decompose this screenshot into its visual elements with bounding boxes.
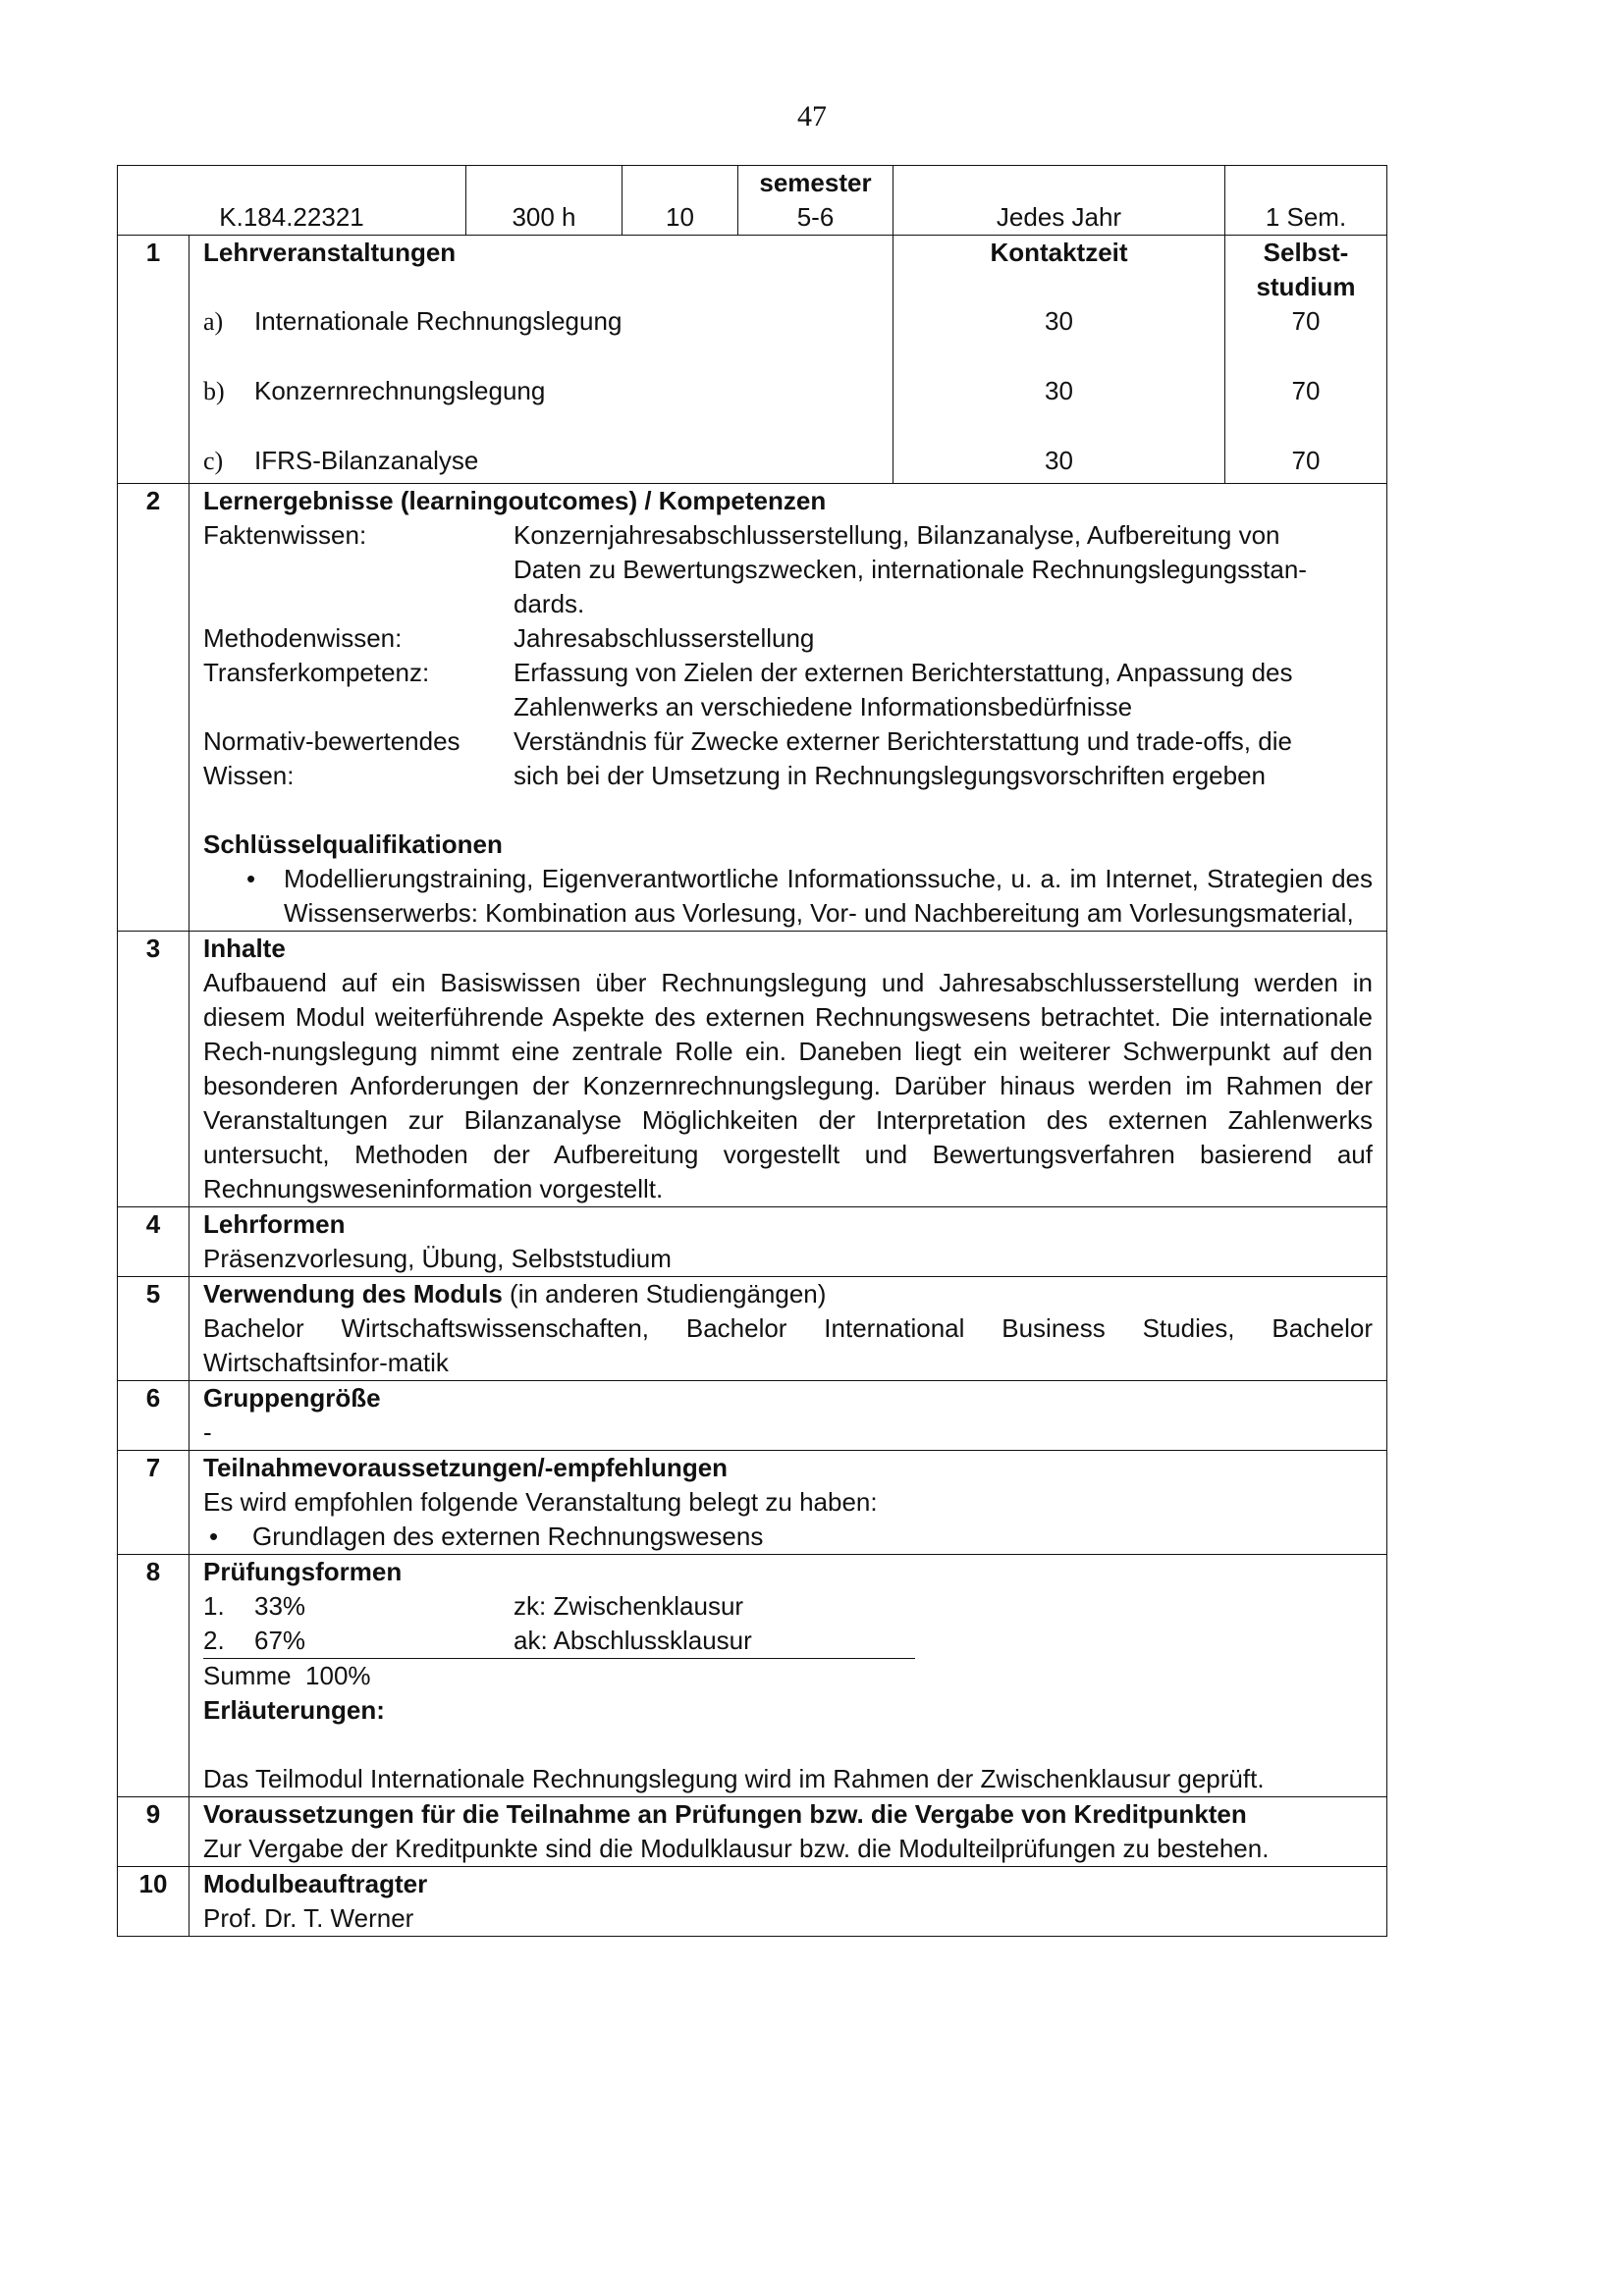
- section-6-row: [118, 1381, 1387, 1451]
- self-study-cell: [1225, 236, 1387, 484]
- module-usage-cell: [189, 1277, 1387, 1381]
- section-title: Lehrformen: [203, 1209, 346, 1239]
- competence-text: [514, 724, 1373, 793]
- competence-line: Zahlenwerks an verschiedene Informationsbedürfnisse: [514, 692, 1133, 721]
- exam-requirements-cell: [189, 1797, 1387, 1867]
- course-item: [203, 304, 622, 339]
- section-number: 9: [118, 1797, 189, 1867]
- section-title: Lernergebnisse (learningoutcomes) / Kompetenzen: [203, 486, 827, 515]
- semester-cell: [738, 166, 893, 236]
- module-coordinator-name: Prof. Dr. T. Werner: [203, 1903, 414, 1933]
- section-title: Lehrveranstaltungen: [203, 238, 457, 267]
- competence-line: sich bei der Umsetzung in Rechnungslegungsvorschriften ergeben: [514, 761, 1266, 790]
- module-table: [117, 165, 1387, 1937]
- section-number: 2: [118, 484, 189, 932]
- competence-text: [514, 518, 1373, 621]
- module-code-cell: [118, 166, 466, 236]
- exam-number: 1.: [203, 1591, 225, 1621]
- contents-cell: [189, 932, 1387, 1207]
- section-4-row: [118, 1207, 1387, 1277]
- group-size-cell: [189, 1381, 1387, 1451]
- exam-description: zk: Zwischenklausur: [514, 1591, 744, 1621]
- frequency-cell: [893, 166, 1225, 236]
- semester-value: 5-6: [796, 202, 835, 232]
- contact-time-value: 30: [1045, 306, 1073, 336]
- section-title: Voraussetzungen für die Teilnahme an Prüfungen bzw. die Vergabe von Kreditpunkten: [203, 1799, 1247, 1829]
- self-study-value: 70: [1291, 376, 1321, 405]
- contact-time-cell: [893, 236, 1225, 484]
- competence-text: [514, 656, 1373, 724]
- section-number: 1: [118, 236, 189, 484]
- exam-percent: 67%: [254, 1626, 306, 1655]
- section-number: 10: [118, 1867, 189, 1937]
- section-number: 3: [118, 932, 189, 1207]
- section-3-row: [118, 932, 1387, 1207]
- section-10-row: [118, 1867, 1387, 1937]
- competence-label: Normativ-bewertendes Wissen:: [203, 726, 460, 790]
- competence-line: Verständnis für Zwecke externer Berichterstattung und trade-offs, die: [514, 726, 1292, 756]
- section-title: Modulbeauftragter: [203, 1869, 428, 1898]
- exam-forms-cell: [189, 1555, 1387, 1797]
- teaching-forms-text: Präsenzvorlesung, Übung, Selbststudium: [203, 1244, 672, 1273]
- course-name: IFRS-Bilanzanalyse: [254, 446, 479, 475]
- section-number: 7: [118, 1451, 189, 1555]
- prerequisites-list: [203, 1520, 1373, 1554]
- course-letter: b): [203, 377, 225, 405]
- competence-line: Daten zu Bewertungszwecken, internationale Rechnungslegungsstan-: [514, 555, 1307, 584]
- page-number: 47: [797, 100, 827, 133]
- teaching-forms-cell: [189, 1207, 1387, 1277]
- section-5-row: [118, 1277, 1387, 1381]
- competence-text: [514, 621, 1373, 656]
- exam-sum: Summe 100%: [203, 1661, 371, 1690]
- competence-line: Jahresabschlusserstellung: [514, 623, 815, 653]
- module-coordinator-cell: [189, 1867, 1387, 1937]
- section-number: 8: [118, 1555, 189, 1797]
- section-1-row: [118, 236, 1387, 484]
- exam-number: 2.: [203, 1626, 225, 1655]
- exam-row: [203, 1589, 1373, 1624]
- section-9-row: [118, 1797, 1387, 1867]
- competence-line: dards.: [514, 589, 585, 618]
- section-number: 4: [118, 1207, 189, 1277]
- exam-notes-text: Das Teilmodul Internationale Rechnungslegung wird im Rahmen der Zwischenklausur geprüft.: [203, 1764, 1265, 1793]
- group-size-text: -: [203, 1417, 212, 1447]
- section-8-row: [118, 1555, 1387, 1797]
- exam-requirements-text: Zur Vergabe der Kreditpunkte sind die Modulklausur bzw. die Modulteilprüfungen zu bestehen.: [203, 1834, 1270, 1863]
- semester-label: semester: [759, 168, 872, 197]
- section-title: Verwendung des Moduls: [203, 1279, 503, 1308]
- module-code: K.184.22321: [219, 202, 364, 232]
- contact-time-value: 30: [1045, 446, 1073, 475]
- section-2-row: [118, 484, 1387, 932]
- section-title-suffix: (in anderen Studiengängen): [502, 1279, 827, 1308]
- course-item: [203, 374, 545, 408]
- course-item: [203, 444, 478, 478]
- courses-cell: [189, 236, 893, 484]
- self-study-value: 70: [1291, 446, 1321, 475]
- course-letter: c): [203, 447, 224, 475]
- duration-cell: [1225, 166, 1387, 236]
- workload-cell: [466, 166, 623, 236]
- self-study-value: 70: [1291, 306, 1321, 336]
- exam-description: ak: Abschlussklausur: [514, 1626, 752, 1655]
- self-study-header: Selbst- studium: [1256, 238, 1356, 301]
- list-item: • Grundlagen des externen Rechnungswesens: [203, 1520, 1373, 1554]
- module-usage-text: Bachelor Wirtschaftswissenschaften, Bachelor International Business Studies, Bachelor Wirtschaftsinfor-matik: [203, 1313, 1373, 1377]
- competence-grid: [203, 518, 1373, 793]
- competence-line: Konzernjahresabschlusserstellung, Bilanzanalyse, Aufbereitung von: [514, 520, 1280, 550]
- prerequisites-cell: [189, 1451, 1387, 1555]
- frequency: Jedes Jahr: [996, 202, 1122, 232]
- exam-percent: 33%: [254, 1591, 306, 1621]
- competence-label: Transferkompetenz:: [203, 658, 430, 687]
- section-title: Gruppengröße: [203, 1383, 381, 1413]
- exam-notes-title: Erläuterungen:: [203, 1695, 385, 1725]
- competence-label: Methodenwissen:: [203, 623, 403, 653]
- exam-row: [203, 1624, 915, 1659]
- section-number: 5: [118, 1277, 189, 1381]
- section-number: 6: [118, 1381, 189, 1451]
- learning-outcomes-cell: [189, 484, 1387, 932]
- workload: 300 h: [512, 202, 576, 232]
- course-name: Internationale Rechnungslegung: [254, 306, 623, 336]
- prerequisites-text: Es wird empfohlen folgende Veranstaltung belegt zu haben:: [203, 1487, 878, 1517]
- competence-line: Erfassung von Zielen der externen Berichterstattung, Anpassung des: [514, 658, 1293, 687]
- contact-time-value: 30: [1045, 376, 1073, 405]
- section-7-row: [118, 1451, 1387, 1555]
- section-title: Prüfungsformen: [203, 1557, 403, 1586]
- course-name: Konzernrechnungslegung: [254, 376, 546, 405]
- course-letter: a): [203, 307, 224, 336]
- key-qualifications-title: Schlüsselqualifikationen: [203, 829, 503, 859]
- module-header-row: [118, 166, 1387, 236]
- credits-cell: [623, 166, 738, 236]
- list-item: • Modellierungstraining, Eigenverantwortliche Informationssuche, u. a. im Internet, Strategien des Wissenserwerbs: Kombination aus Vorlesung, Vor- und Nachbereitung am Vorlesungsmaterial,: [203, 862, 1373, 931]
- section-title: Inhalte: [203, 934, 286, 963]
- duration: 1 Sem.: [1265, 202, 1347, 232]
- key-qualifications-list: [203, 862, 1373, 931]
- contents-text: Aufbauend auf ein Basiswissen über Rechnungslegung und Jahresabschlusserstellung werden in diesem Modul weiterführende Aspekte des externen Rechnungswesens betrachtet. Die internationale Rech-nungslegung nimmt eine zentrale Rolle ein. Daneben liegt ein weiterer Schwerpunkt auf den besonderen Anforderungen der Konzernrechnungslegung. Darüber hinaus werden im Rahmen der Veranstaltungen zur Bilanzanalyse Möglichkeiten der Interpretation des externen Zahlenwerks untersucht, Methoden der Aufbereitung vorgestellt und Bewertungsverfahren basierend auf Rechnungsweseninformation vorgestellt.: [203, 968, 1373, 1203]
- credits: 10: [666, 202, 694, 232]
- contact-time-header: Kontaktzeit: [990, 238, 1128, 267]
- section-title: Teilnahmevoraussetzungen/-empfehlungen: [203, 1453, 729, 1482]
- competence-label: Faktenwissen:: [203, 520, 367, 550]
